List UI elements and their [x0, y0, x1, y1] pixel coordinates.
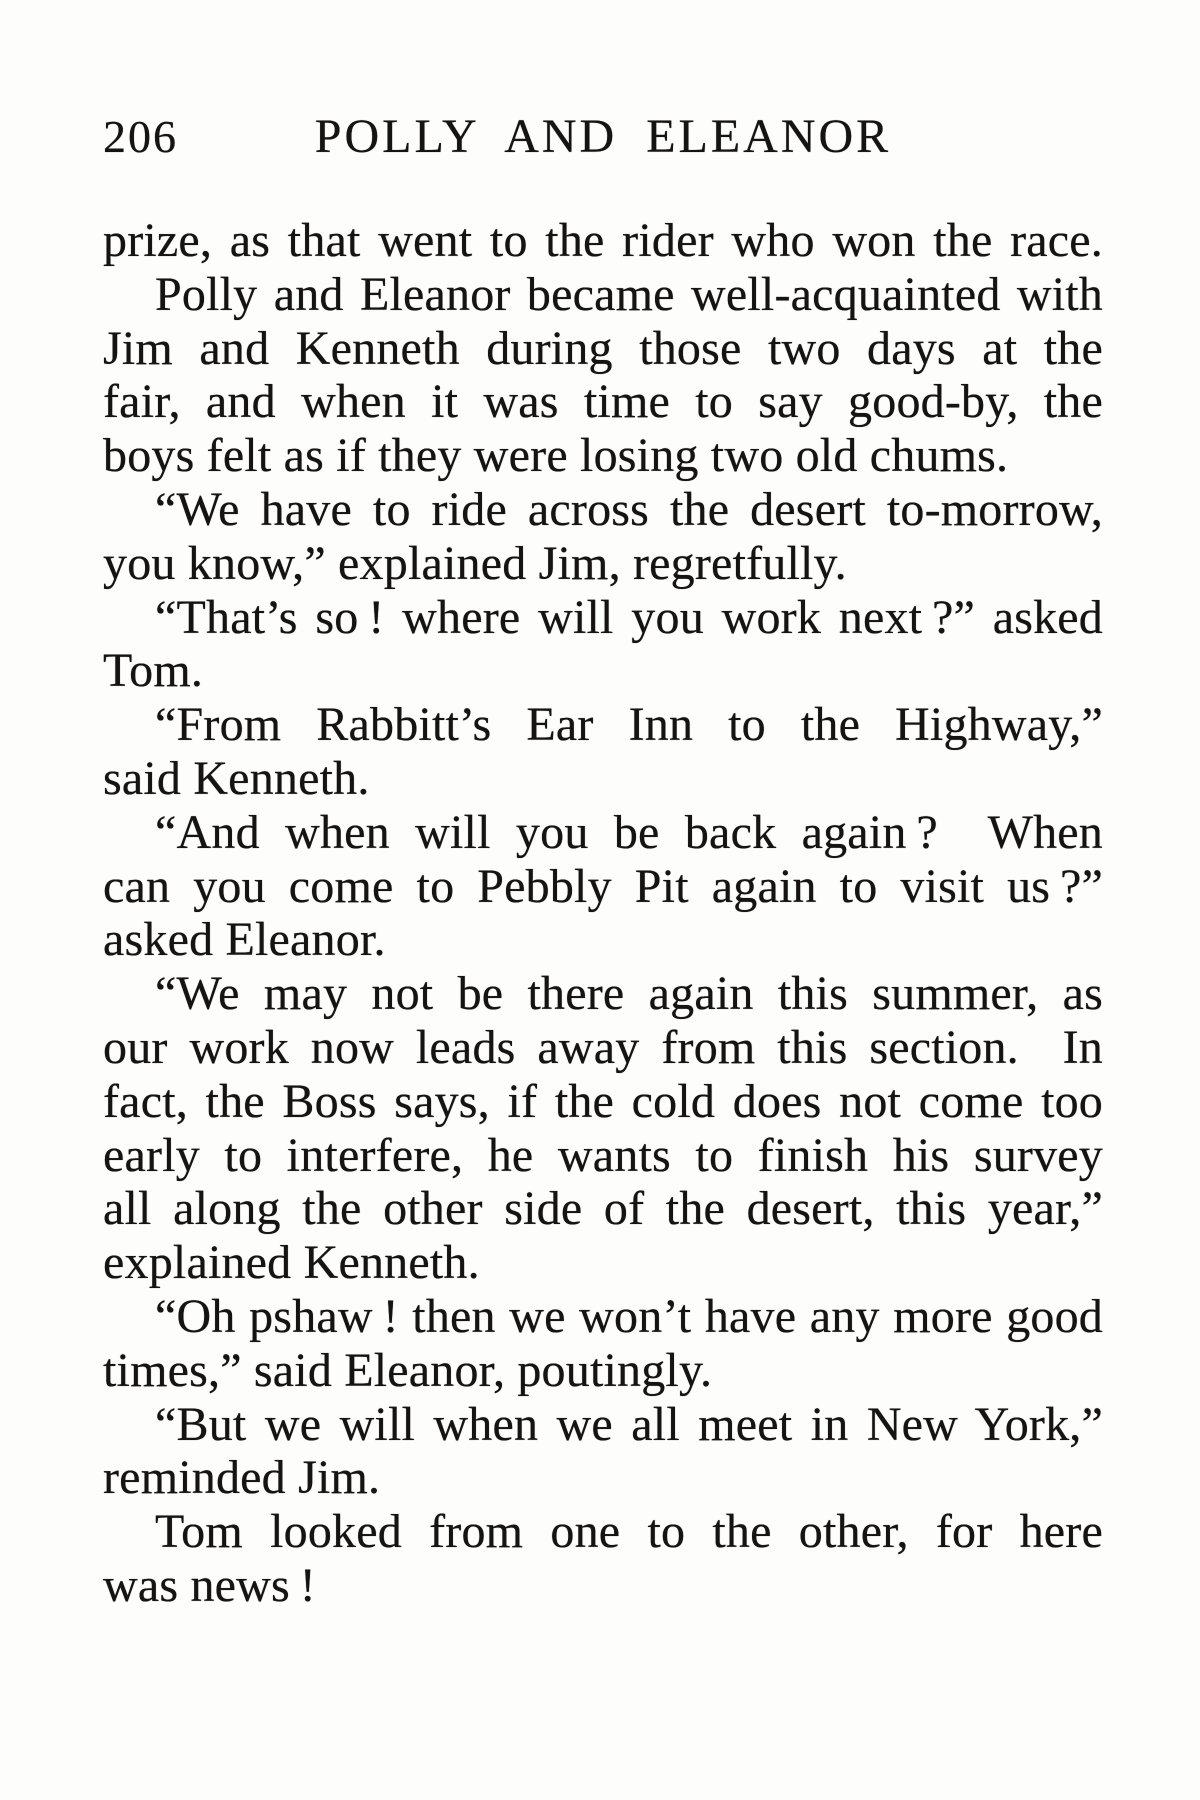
page-number: 206: [103, 111, 178, 162]
text-line: early to interfere, he wants to finish his survey: [103, 1128, 1103, 1182]
page-header: [103, 112, 1103, 162]
text-line: Jim and Kenneth during those two days at the: [103, 321, 1103, 375]
text-line: fact, the Boss says, if the cold does not come too: [103, 1074, 1103, 1128]
text-line: “That’s so ! where will you work next ?” asked: [155, 590, 1103, 644]
text-line: “And when will you be back again ? When: [155, 805, 1103, 859]
text-line: “We may not be there again this summer, as: [155, 967, 1103, 1021]
text-line: times,” said Eleanor, poutingly.: [103, 1343, 713, 1397]
text-line: all along the other side of the desert, this year,”: [103, 1182, 1103, 1236]
text-line: “We have to ride across the desert to-morrow,: [155, 482, 1103, 536]
page-body: [103, 214, 1103, 1613]
text-line: reminded Jim.: [103, 1451, 381, 1505]
text-line: was news !: [103, 1558, 316, 1612]
text-line: prize, as that went to the rider who won the race.: [103, 214, 1103, 267]
text-line: asked Eleanor.: [103, 913, 386, 967]
text-line: you know,” explained Jim, regretfully.: [103, 536, 847, 590]
text-line: boys felt as if they were losing two old chums.: [103, 429, 1009, 483]
text-line: Polly and Eleanor became well-acquainted with: [155, 267, 1103, 321]
text-line: “Oh pshaw ! then we won’t have any more good: [155, 1289, 1103, 1343]
text-line: our work now leads away from this section. In: [103, 1020, 1103, 1074]
running-title: POLLY AND ELEANOR: [314, 110, 892, 163]
text-line: explained Kenneth.: [103, 1236, 480, 1290]
text-line: “From Rabbitt’s Ear Inn to the Highway,”: [155, 698, 1103, 752]
text-line: Tom.: [103, 644, 204, 698]
text-line: can you come to Pebbly Pit again to visit us ?”: [103, 859, 1103, 913]
text-line: said Kenneth.: [103, 751, 370, 805]
text-line: “But we will when we all meet in New York,”: [155, 1397, 1103, 1451]
text-line: fair, and when it was time to say good-by, the: [103, 375, 1103, 429]
text-line: Tom looked from one to the other, for here: [155, 1505, 1103, 1559]
